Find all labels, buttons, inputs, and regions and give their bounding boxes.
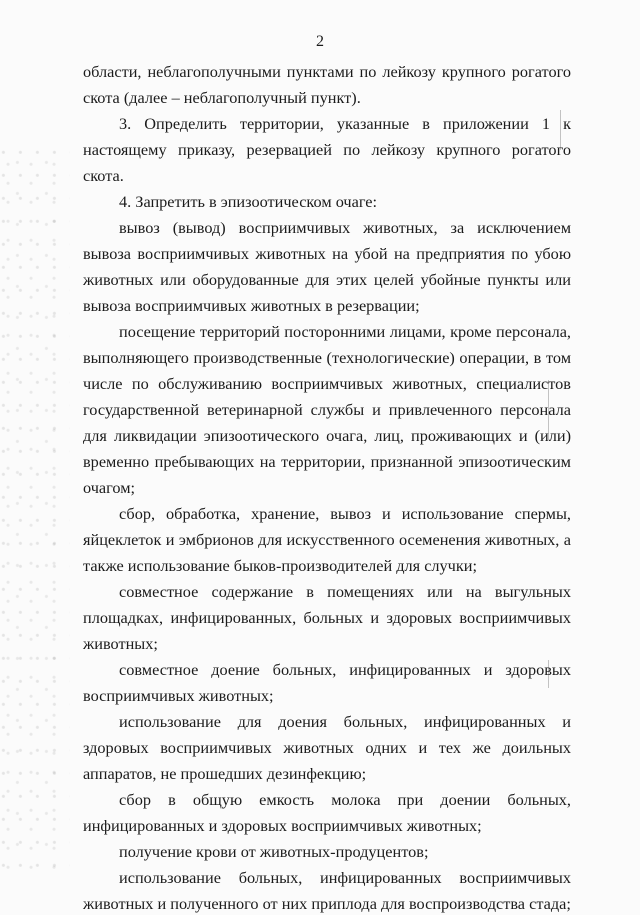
paragraph-prohibition: посещение территорий посторонними лицами, кроме персонала, выполняющего производственные (технологические) операции, в том числе по обслуживанию восприимчивых животных, специалистов государственной ветеринарной службы и привлеченного персонала для ликвидации эпизоотического очага, лиц, проживающих и (или) временно пребывающих на территории, признанной эпизоотическим очагом; [83, 322, 571, 497]
paragraph-prohibition: сбор в общую емкость молока при доении больных, инфицированных и здоровых восприимчивых животных; [83, 790, 571, 835]
paragraph-continuation: области, неблагополучными пунктами по лейкозу крупного рогатого скота (далее – неблагополучный пункт). [83, 62, 571, 107]
paragraph-prohibition: использование больных, инфицированных восприимчивых животных и полученного от них приплода для воспроизводства стада; [83, 868, 571, 913]
paragraph-prohibition: использование для доения больных, инфицированных и здоровых восприимчивых животных одних и тех же доильных аппаратов, не прошедших дезинфекцию; [83, 712, 571, 783]
paragraph-prohibition: вывоз (вывод) восприимчивых животных, за исключением вывоза восприимчивых животных на убой на предприятия по убою животных или оборудованные для этих целей убойные пункты или вывоза восприимчивых животных в резервации; [83, 218, 571, 315]
paragraph-item-4-heading: 4. Запретить в эпизоотическом очаге: [119, 192, 378, 211]
paragraph-prohibition: совместное доение больных, инфицированных и здоровых восприимчивых животных; [83, 660, 571, 705]
scan-noise [0, 150, 70, 870]
document-body [83, 59, 571, 917]
paragraph-prohibition: получение крови от животных-продуцентов; [119, 842, 429, 861]
page-number: 2 [316, 33, 324, 50]
paragraph-prohibition: сбор, обработка, хранение, вывоз и использование спермы, яйцеклеток и эмбрионов для искусственного осеменения животных, а также использование быков-производителей для случки; [83, 504, 571, 575]
paragraph-item-3: 3. Определить территории, указанные в приложении 1 к настоящему приказу, резервацией по лейкозу крупного рогатого скота. [83, 114, 571, 185]
paragraph-prohibition: совместное содержание в помещениях или на выгульных площадках, инфицированных, больных и здоровых восприимчивых животных; [83, 582, 571, 653]
